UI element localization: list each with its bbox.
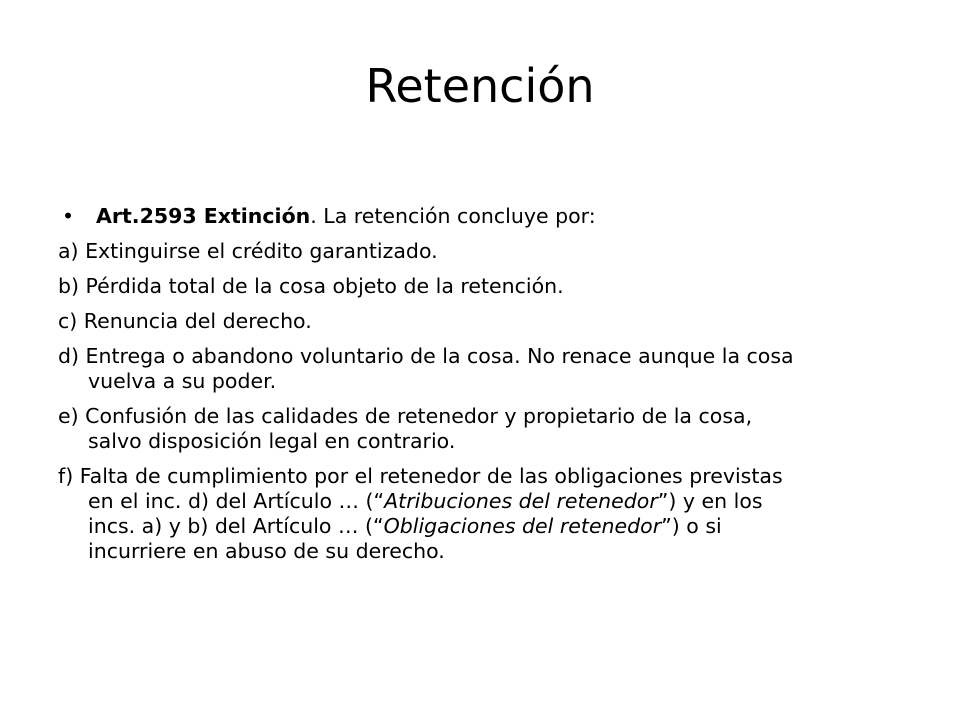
item-f [58, 464, 918, 564]
item-e-line-2: salvo disposición legal en contrario. [88, 429, 456, 453]
bullet-text [96, 204, 596, 229]
item-e [58, 404, 918, 454]
item-e-line-1: e) Confusión de las calidades de retenedor y propietario de la cosa, [58, 404, 753, 428]
item-f-line-3-post: ”) o si [661, 514, 722, 538]
slide-title: Retención [365, 59, 595, 113]
bullet-intro: . La retención concluye por: [310, 204, 596, 228]
item-f-line-4: incurriere en abuso de su derecho. [88, 539, 445, 563]
item-a: a) Extinguirse el crédito garantizado. [58, 239, 438, 263]
item-d [58, 344, 918, 394]
slide-body [58, 204, 918, 574]
item-d-line-2: vuelva a su poder. [88, 369, 277, 393]
italic-obligaciones: Obligaciones del retenedor [383, 514, 662, 538]
italic-atribuciones: Atribuciones del retenedor [384, 489, 658, 513]
item-f-line-1: f) Falta de cumplimiento por el retenedor de las obligaciones previstas [58, 464, 783, 488]
item-f-line-2 [58, 489, 918, 514]
article-heading: Art.2593 Extinción [96, 204, 311, 228]
item-b: b) Pérdida total de la cosa objeto de la retención. [58, 274, 564, 298]
item-c: c) Renuncia del derecho. [58, 309, 312, 333]
item-d-line-1: d) Entrega o abandono voluntario de la cosa. No renace aunque la cosa [58, 344, 794, 368]
item-f-line-3-pre: incs. a) y b) del Artículo … (“ [88, 514, 384, 538]
item-f-line-3 [58, 514, 918, 539]
item-f-line-2-post: ”) y en los [657, 489, 763, 513]
item-f-line-2-pre: en el inc. d) del Artículo … (“ [88, 489, 385, 513]
bullet-line [58, 204, 918, 229]
bullet-icon: • [62, 204, 75, 228]
